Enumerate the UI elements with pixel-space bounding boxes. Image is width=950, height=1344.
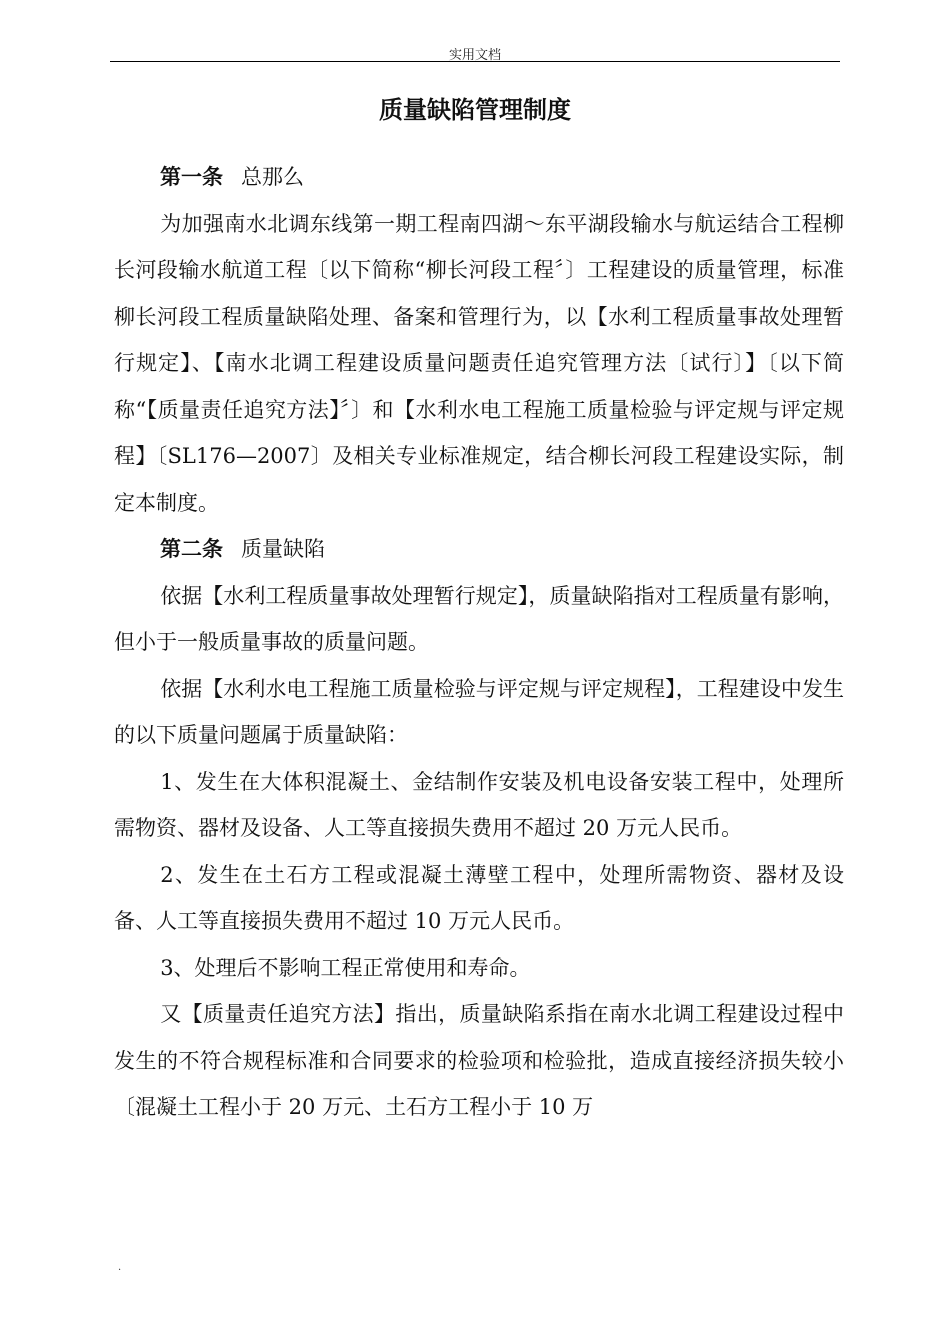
footer-mark: . (118, 1262, 122, 1273)
defect-item-1: 1、发生在大体积混凝土、金结制作安装及机电设备安装工程中，处理所需物资、器材及设备、人工等直接损失费用不超过 20 万元人民币。 (114, 769, 844, 840)
header-rule (110, 61, 840, 62)
article-1-number: 第一条 (160, 165, 223, 189)
document-body (114, 154, 844, 1131)
article-2-paragraph-2: 依据【水利水电工程施工质量检验与评定规与评定规程】，工程建设中发生的以下质量问题属于质量缺陷： (114, 676, 844, 747)
article-1-heading (114, 154, 844, 201)
article-1-name: 总那么 (241, 165, 304, 189)
article-2-paragraph-3: 又【质量责任追究方法】指出，质量缺陷系指在南水北调工程建设过程中发生的不符合规程标准和合同要求的检验项和检验批，造成直接经济损失较小〔混凝土工程小于 20 万元、土石方工程小于 10 万 (114, 1002, 844, 1119)
defect-item-3: 3、处理后不影响工程正常使用和寿命。 (160, 955, 531, 980)
article-2-number: 第二条 (160, 537, 223, 561)
defect-item-2: 2、发生在土石方工程或混凝土薄壁工程中，处理所需物资、器材及设备、人工等直接损失费用不超过 10 万元人民币。 (114, 862, 844, 933)
article-2-name: 质量缺陷 (241, 537, 325, 561)
document-title: 质量缺陷管理制度 (379, 96, 571, 124)
article-1-paragraph: 为加强南水北调东线第一期工程南四湖～东平湖段输水与航运结合工程柳长河段输水航道工程〔以下简称“柳长河段工程〞〕工程建设的质量管理，标准柳长河段工程质量缺陷处理、备案和管理行为，以【水利工程质量事故处理暂行规定】、【南水北调工程建设质量问题责任追究管理方法〔试行〕】〔以下简称“【质量责任追究方法】〞〕和【水利水电工程施工质量检验与评定规与评定规程】〔SL176—2007〕及相关专业标准规定，结合柳长河段工程建设实际，制定本制度。 (114, 211, 844, 515)
page-header: 实用文档 (448, 48, 501, 63)
article-2-paragraph-1: 依据【水利工程质量事故处理暂行规定】，质量缺陷指对工程质量有影响，但小于一般质量事故的质量问题。 (114, 583, 844, 654)
article-2-heading (114, 526, 844, 573)
